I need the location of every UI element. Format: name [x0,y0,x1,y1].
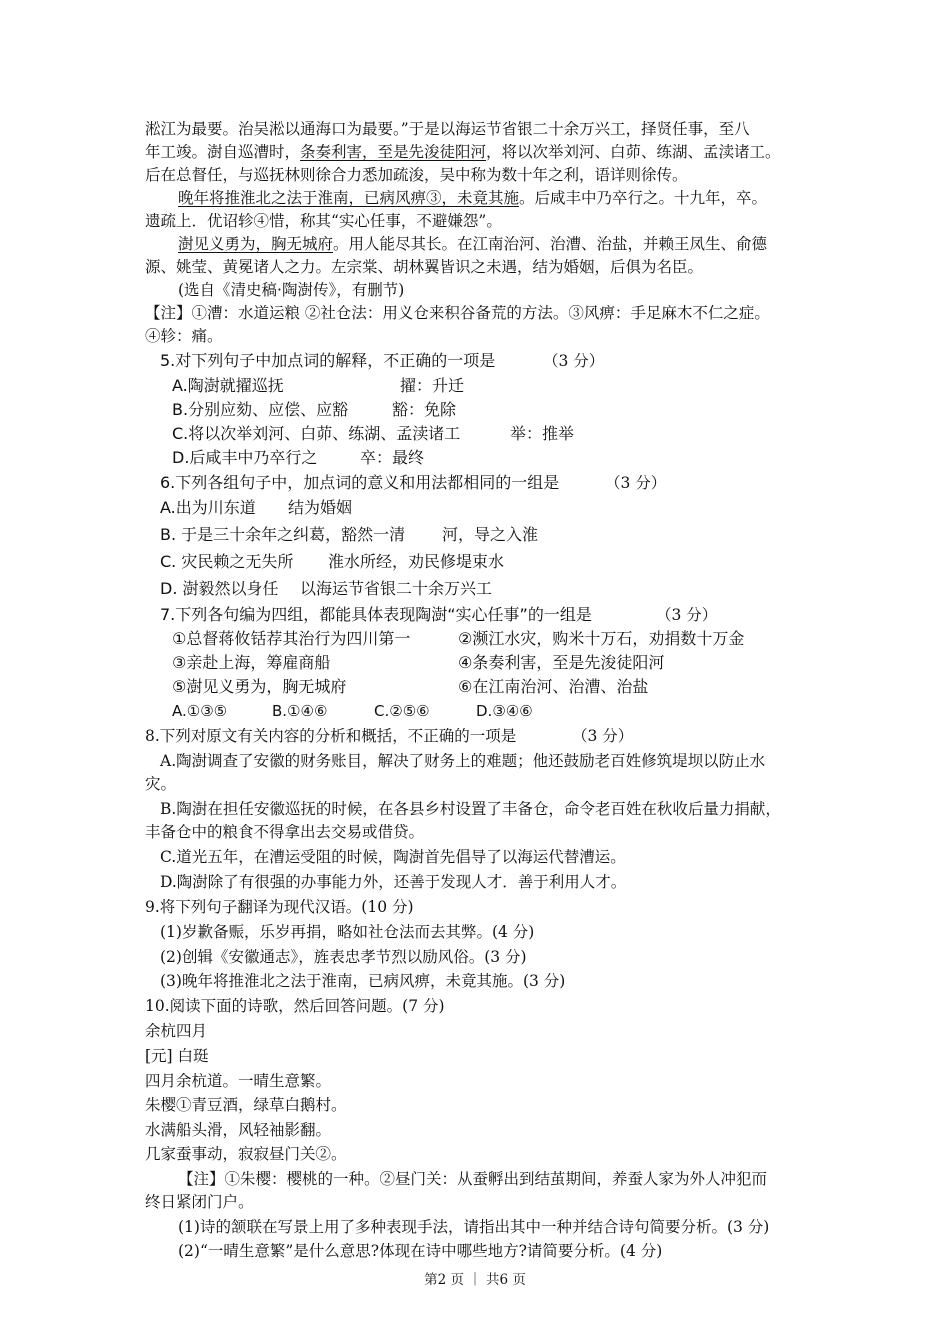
q9-sentence-1: (1)岁歉备赈，乐岁再捐，略如社仓法而去其弊。(4 分) [160,923,535,941]
passage-source: (选自《清史稿·陶澍传》，有删节) [178,281,405,299]
q7-option-c: C.②⑤⑥ [374,702,430,720]
q5-option-c: C.将以次举刘河、白茆、练湖、孟渎诸工 [172,424,461,443]
q7-item-5: ⑤澍见义勇为，胸无城府 [172,677,347,696]
poem-line: 水满船头滑，风轻袖影翻。 [145,1121,332,1139]
q10-subquestion-1: (1)诗的颔联在写景上用了多种表现手法，请指出其中一种并结合诗句简要分析。(3 分) [178,1218,770,1236]
passage-line [178,187,767,209]
q10-stem: 10.阅读下面的诗歌，然后回答问题。(7 分) [145,997,445,1015]
q9-sentence-2: (2)创辑《安徽通志》，旌表忠孝节烈以励风俗。(3 分) [160,948,527,966]
q10-subquestion-2: (2)“一晴生意繁”是什么意思?体现在诗中哪些地方?请简要分析。(4 分) [178,1242,663,1260]
passage-text: 。用人能尽其长。在江南治河、治漕、治盐，并赖王凤生、俞德 [333,235,768,253]
q8-score: （3 分） [572,727,634,745]
passage-line: 遗疏上．优诏轸④惜，称其“实心任事，不避嫌怨”。 [145,212,502,230]
q8-option-b: B.陶澍在担任安徽巡抚的时候，在各县乡村设置了丰备仓，命令老百姓在秋收后量力捐献， [160,800,781,818]
q8-option-a: A.陶澍调查了安徽的财务账目，解决了财务上的难题；他还鼓励老百姓修筑堤坝以防止水 [160,752,766,770]
q6-option-b-1: B. 于是三十余年之纠葛，豁然一清 [160,525,406,544]
q6-option-a-2: 结为婚姻 [288,498,353,517]
passage-text: 。后咸丰中乃卒行之。十九年，卒。 [519,189,768,207]
passage-line [178,233,767,255]
underlined-text: 澍见义勇为，胸无城府 [178,235,334,253]
q5-option-a-gloss: 擢：升迁 [400,376,465,395]
q8-option-a-cont: 灾。 [145,775,177,793]
q5-option-d: D.后咸丰中乃卒行之 [172,448,318,467]
page-footer: 第2 页 ｜ 共6 页 [424,1272,526,1288]
q7-option-a: A.①③⑤ [172,702,228,720]
q7-item-3: ③亲赴上海，筹雇商船 [172,653,331,672]
q6-option-a-1: A.出为川东道 [160,498,256,517]
q7-score: （3 分） [656,606,718,624]
q8-option-c: C.道光五年，在漕运受阻的时候，陶澍首先倡导了以海运代替漕运。 [160,848,626,866]
poem-line: 四月余杭道。一晴生意繁。 [145,1072,332,1090]
passage-text: 年工竣。澍自巡漕时， [145,143,301,161]
passage-line: 后在总督任，与巡抚林则徐合力悉加疏浚，吴中称为数十年之利，语详则徐传。 [145,166,688,184]
q7-option-b: B.①④⑥ [272,702,328,720]
q6-option-c-1: C. 灾民赖之无失所 [160,552,294,571]
q6-option-b-2: 河，导之入淮 [442,525,539,544]
passage-line: 源、姚莹、黄冕诸人之力。左宗棠、胡林翼皆识之未遇，结为婚姻，后俱为名臣。 [145,258,704,276]
q9-sentence-3: (3)晚年将推淮北之法于淮南，已病风痹，未竟其施。(3 分) [160,972,566,990]
passage-line: 淞江为最要。治吴淞以通海口为最要。”于是以海运节省银二十余万兴工，择贤任事，至八 [145,120,750,138]
q8-option-d: D.陶澍除了有很强的办事能力外，还善于发现人才．善于利用人才。 [160,873,627,891]
q6-stem: 6.下列各组句子中，加点词的意义和用法都相同的一组是 [160,473,560,492]
q6-option-d-2: 以海运节省银二十余万兴工 [300,579,493,598]
q7-item-2: ②濒江水灾，购米十万石，劝捐数十万金 [458,629,745,648]
q5-option-a: A.陶澍就擢巡抚 [172,376,284,395]
q7-item-6: ⑥在江南治河、治漕、治盐 [458,677,649,696]
poem-line: 朱樱①青豆酒，绿草白鹅村。 [145,1096,347,1114]
passage-note: ④轸：痛。 [145,327,223,345]
poem-author: [元] 白珽 [145,1047,209,1065]
poem-title: 余杭四月 [145,1022,208,1040]
q7-option-d: D.③④⑥ [476,702,533,720]
q6-score: （3 分） [605,474,667,492]
q5-option-c-gloss: 举：推举 [510,424,575,443]
poem-note-cont: 终日紧闭门户。 [145,1193,254,1211]
q6-option-d-1: D. 澍毅然以身任 [160,579,279,598]
passage-line [145,141,781,163]
poem-note: 【注】①朱樱：樱桃的一种。②昼门关：从蚕孵出到结茧期间，养蚕人家为外人冲犯而 [178,1170,768,1188]
q5-option-b: B.分别应劾、应偿、应豁 [172,400,349,419]
underlined-text: 晚年将推淮北之法于淮南，已病风痹③，未竟其施 [178,189,520,207]
underlined-text: 条奏利害，至是先浚徒阳河 [300,143,487,161]
q6-option-c-2: 淮水所经，劝民修堤束水 [328,552,505,571]
q8-option-b-cont: 丰备仓中的粮食不得拿出去交易或借贷。 [145,823,425,841]
passage-text: ，将以次举刘河、白茆、练湖、孟渎诸工。 [486,143,781,161]
q9-stem: 9.将下列句子翻译为现代汉语。(10 分) [145,898,414,916]
q5-option-d-gloss: 卒：最终 [360,448,425,467]
passage-note: 【注】①漕：水道运粮 ②社仓法：用义仓来积谷备荒的方法。③风痹：手足麻木不仁之症。 [145,304,770,322]
q5-option-b-gloss: 豁：免除 [392,400,457,419]
poem-line: 几家蚕事动，寂寂昼门关②。 [145,1145,347,1163]
q7-stem: 7.下列各句编为四组，都能具体表现陶澍“实心任事”的一组是 [160,605,592,624]
q5-stem: 5.对下列句子中加点词的解释，不正确的一项是 [160,351,496,370]
q7-item-1: ①总督蒋攸铦荐其治行为四川第一 [172,629,411,648]
q7-item-4: ④条奏利害，至是先浚徒阳河 [458,653,665,672]
q8-stem: 8.下列对原文有关内容的分析和概括，不正确的一项是 [145,727,517,745]
q5-score: （3 分） [543,352,605,370]
